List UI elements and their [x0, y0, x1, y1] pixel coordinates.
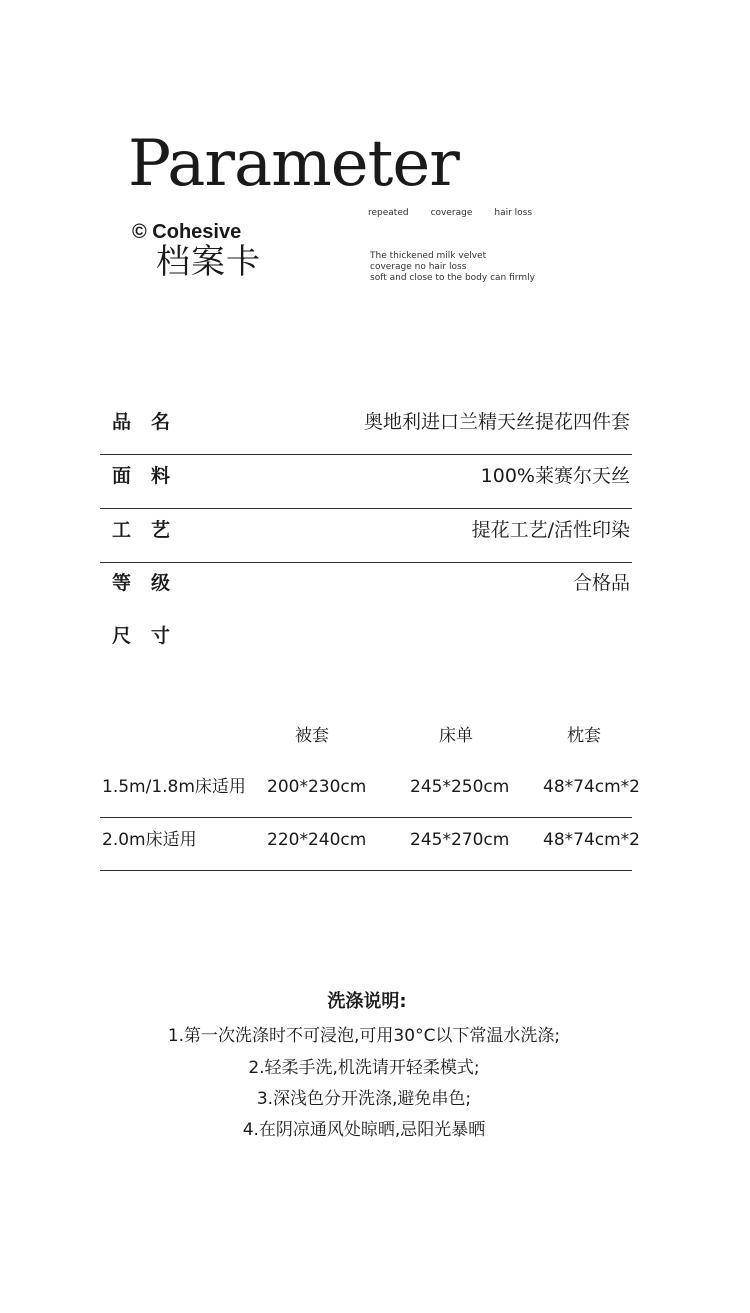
tag-repeated: repeated: [368, 208, 409, 218]
param-label: 等级: [112, 572, 191, 594]
description-line: coverage no hair loss: [370, 262, 467, 272]
duvet-size: 200*230cm: [267, 777, 367, 797]
bed-size: 1.5m/1.8m床适用: [102, 777, 246, 797]
description-line: The thickened milk velvet: [370, 251, 487, 261]
brand-subtitle: 档案卡: [156, 242, 261, 282]
param-row-size: [100, 615, 632, 668]
param-label: 品名: [112, 411, 191, 433]
tag-hair-loss: hair loss: [494, 208, 533, 218]
duvet-size: 220*240cm: [267, 830, 367, 850]
header-bed-sheet: 床单: [439, 726, 473, 746]
product-description: [370, 251, 535, 284]
bed-size: 2.0m床适用: [102, 830, 197, 850]
pillow-size: 48*74cm*2: [543, 830, 640, 850]
param-row-craft: [100, 509, 632, 563]
param-row-fabric: [100, 455, 632, 509]
size-table-header: [100, 714, 632, 766]
param-label: 工艺: [112, 519, 191, 541]
sheet-size: 245*270cm: [410, 830, 510, 850]
tag-list: [368, 208, 532, 218]
param-value: 合格品: [572, 572, 630, 594]
sheet-size: 245*250cm: [410, 777, 510, 797]
page-title: Parameter: [128, 127, 459, 201]
param-row-grade: [100, 562, 632, 615]
tag-coverage: coverage: [430, 208, 473, 218]
param-row-name: [100, 401, 632, 455]
washing-instruction: 2.轻柔手洗,机洗请开轻柔模式;: [248, 1058, 480, 1078]
washing-instruction: 1.第一次洗涤时不可浸泡,可用30°C以下常温水洗涤;: [167, 1026, 561, 1046]
param-label: 面料: [112, 465, 191, 487]
washing-instruction: 3.深浅色分开洗涤,避免串色;: [256, 1089, 472, 1109]
param-value: 奥地利进口兰精天丝提花四件套: [363, 411, 630, 433]
washing-instruction: 4.在阴凉通风处晾晒,忌阳光暴晒: [242, 1120, 486, 1140]
param-value: 100%莱赛尔天丝: [480, 465, 630, 487]
param-label: 尺寸: [112, 625, 191, 647]
table-row: [100, 765, 640, 818]
brand-name: © Cohesive: [132, 221, 242, 243]
washing-title: 洗涤说明:: [327, 991, 407, 1012]
header-duvet-cover: 被套: [295, 726, 329, 746]
pillow-size: 48*74cm*2: [543, 777, 640, 797]
param-value: 提花工艺/活性印染: [471, 519, 630, 541]
header-pillowcase: 枕套: [567, 726, 601, 746]
table-row: [100, 818, 640, 871]
description-line: soft and close to the body can firmly: [370, 273, 535, 283]
